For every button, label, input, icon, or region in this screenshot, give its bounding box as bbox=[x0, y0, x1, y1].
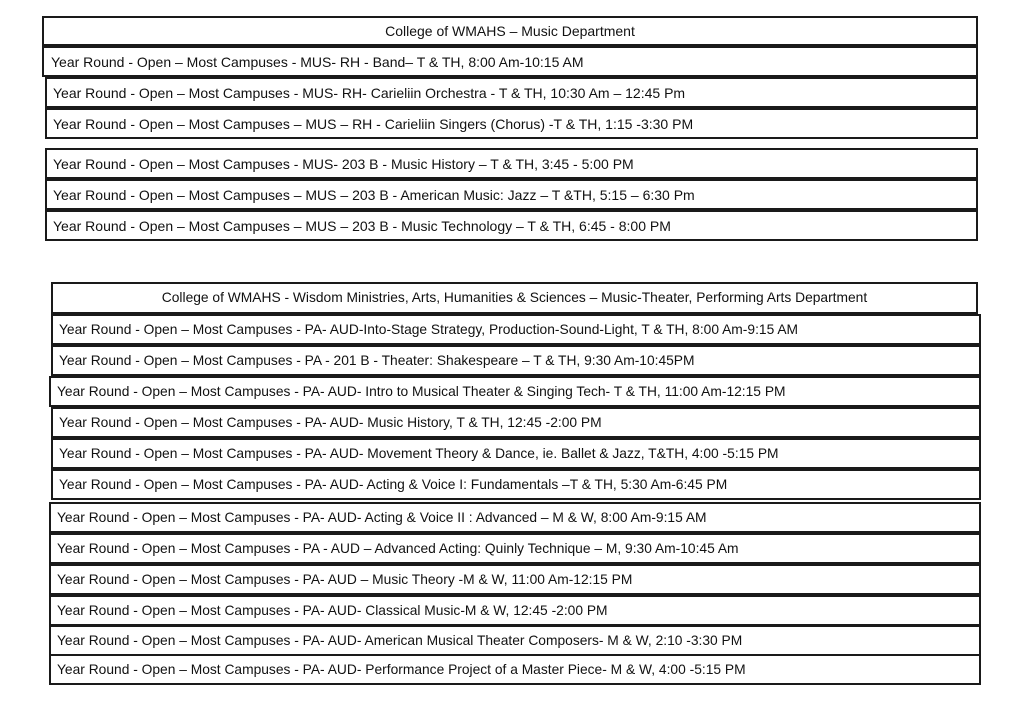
theater-course-row: Year Round - Open – Most Campuses - PA- AUD- Music History, T & TH, 12:45 -2:00 PM bbox=[51, 407, 981, 438]
theater-course-row: Year Round - Open – Most Campuses - PA- AUD- Acting & Voice I: Fundamentals –T & TH, 5:30 Am-6:45 PM bbox=[51, 469, 981, 500]
music-course-row: Year Round - Open – Most Campuses - MUS- 203 B - Music History – T & TH, 3:45 - 5:00 PM bbox=[45, 148, 978, 179]
theater-course-row: Year Round - Open – Most Campuses - PA- AUD-Into-Stage Strategy, Production-Sound-Light, T & TH, 8:00 Am-9:15 AM bbox=[51, 314, 981, 345]
music-course-row: Year Round - Open – Most Campuses – MUS – 203 B - American Music: Jazz – T &TH, 5:15 – 6:30 Pm bbox=[45, 179, 978, 210]
theater-course-row: Year Round - Open – Most Campuses - PA- AUD- Movement Theory & Dance, ie. Ballet & Jazz, T&TH, 4:00 -5:15 PM bbox=[51, 438, 981, 469]
theater-course-row: Year Round - Open – Most Campuses - PA - AUD – Advanced Acting: Quinly Technique – M, 9:30 Am-10:45 Am bbox=[49, 533, 981, 564]
theater-department-header: College of WMAHS - Wisdom Ministries, Arts, Humanities & Sciences – Music-Theater, Performing Arts Department bbox=[51, 282, 978, 314]
theater-course-row: Year Round - Open – Most Campuses - PA- AUD – Music Theory -M & W, 11:00 Am-12:15 PM bbox=[49, 564, 981, 595]
theater-course-row: Year Round - Open – Most Campuses - PA - 201 B - Theater: Shakespeare – T & TH, 9:30 Am-10:45PM bbox=[51, 345, 981, 376]
theater-course-row: Year Round - Open – Most Campuses - PA- AUD- Performance Project of a Master Piece- M & W, 4:00 -5:15 PM bbox=[49, 654, 981, 685]
music-course-row: Year Round - Open – Most Campuses - MUS- RH- Carieliin Orchestra - T & TH, 10:30 Am – 12:45 Pm bbox=[45, 77, 978, 108]
theater-course-row: Year Round - Open – Most Campuses - PA- AUD- Acting & Voice II : Advanced – M & W, 8:00 Am-9:15 AM bbox=[49, 502, 981, 533]
theater-course-row: Year Round - Open – Most Campuses - PA- AUD- Intro to Musical Theater & Singing Tech- T & TH, 11:00 Am-12:15 PM bbox=[49, 376, 981, 407]
music-course-row: Year Round - Open – Most Campuses – MUS – 203 B - Music Technology – T & TH, 6:45 - 8:00 PM bbox=[45, 210, 978, 241]
theater-course-row: Year Round - Open – Most Campuses - PA- AUD- American Musical Theater Composers- M & W, 2:10 -3:30 PM bbox=[49, 625, 981, 656]
music-course-row: Year Round - Open – Most Campuses - MUS- RH - Band– T & TH, 8:00 Am-10:15 AM bbox=[42, 46, 978, 77]
theater-course-row: Year Round - Open – Most Campuses - PA- AUD- Classical Music-M & W, 12:45 -2:00 PM bbox=[49, 595, 981, 626]
music-course-row: Year Round - Open – Most Campuses – MUS – RH - Carieliin Singers (Chorus) -T & TH, 1:15 -3:30 PM bbox=[45, 108, 978, 139]
music-department-header: College of WMAHS – Music Department bbox=[42, 16, 978, 46]
